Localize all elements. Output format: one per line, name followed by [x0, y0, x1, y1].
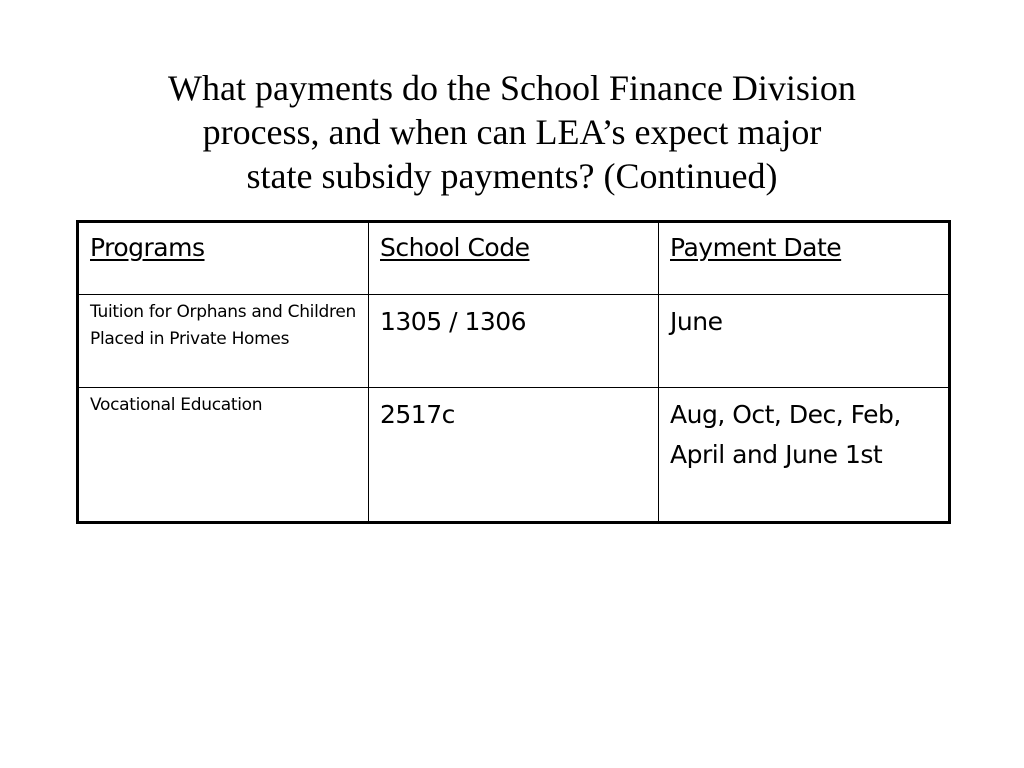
header-programs: Programs: [78, 222, 369, 295]
cell-school-code: 1305 / 1306: [369, 295, 659, 388]
table-row: [78, 295, 950, 388]
cell-payment-date: Aug, Oct, Dec, Feb, April and June 1st: [659, 388, 950, 523]
table-header-row: [78, 222, 950, 295]
payments-table: [76, 220, 951, 524]
slide-title: [100, 66, 924, 198]
cell-payment-date: June: [659, 295, 950, 388]
cell-school-code: 2517c: [369, 388, 659, 523]
cell-program: Vocational Education: [78, 388, 369, 523]
header-payment-date: Payment Date: [659, 222, 950, 295]
title-line-3: state subsidy payments? (Continued): [246, 156, 778, 196]
table-row: [78, 388, 950, 523]
title-line-1: What payments do the School Finance Division: [168, 68, 856, 108]
title-line-2: process, and when can LEA’s expect major: [202, 112, 822, 152]
cell-program: Tuition for Orphans and Children Placed in Private Homes: [78, 295, 369, 388]
header-school-code: School Code: [369, 222, 659, 295]
